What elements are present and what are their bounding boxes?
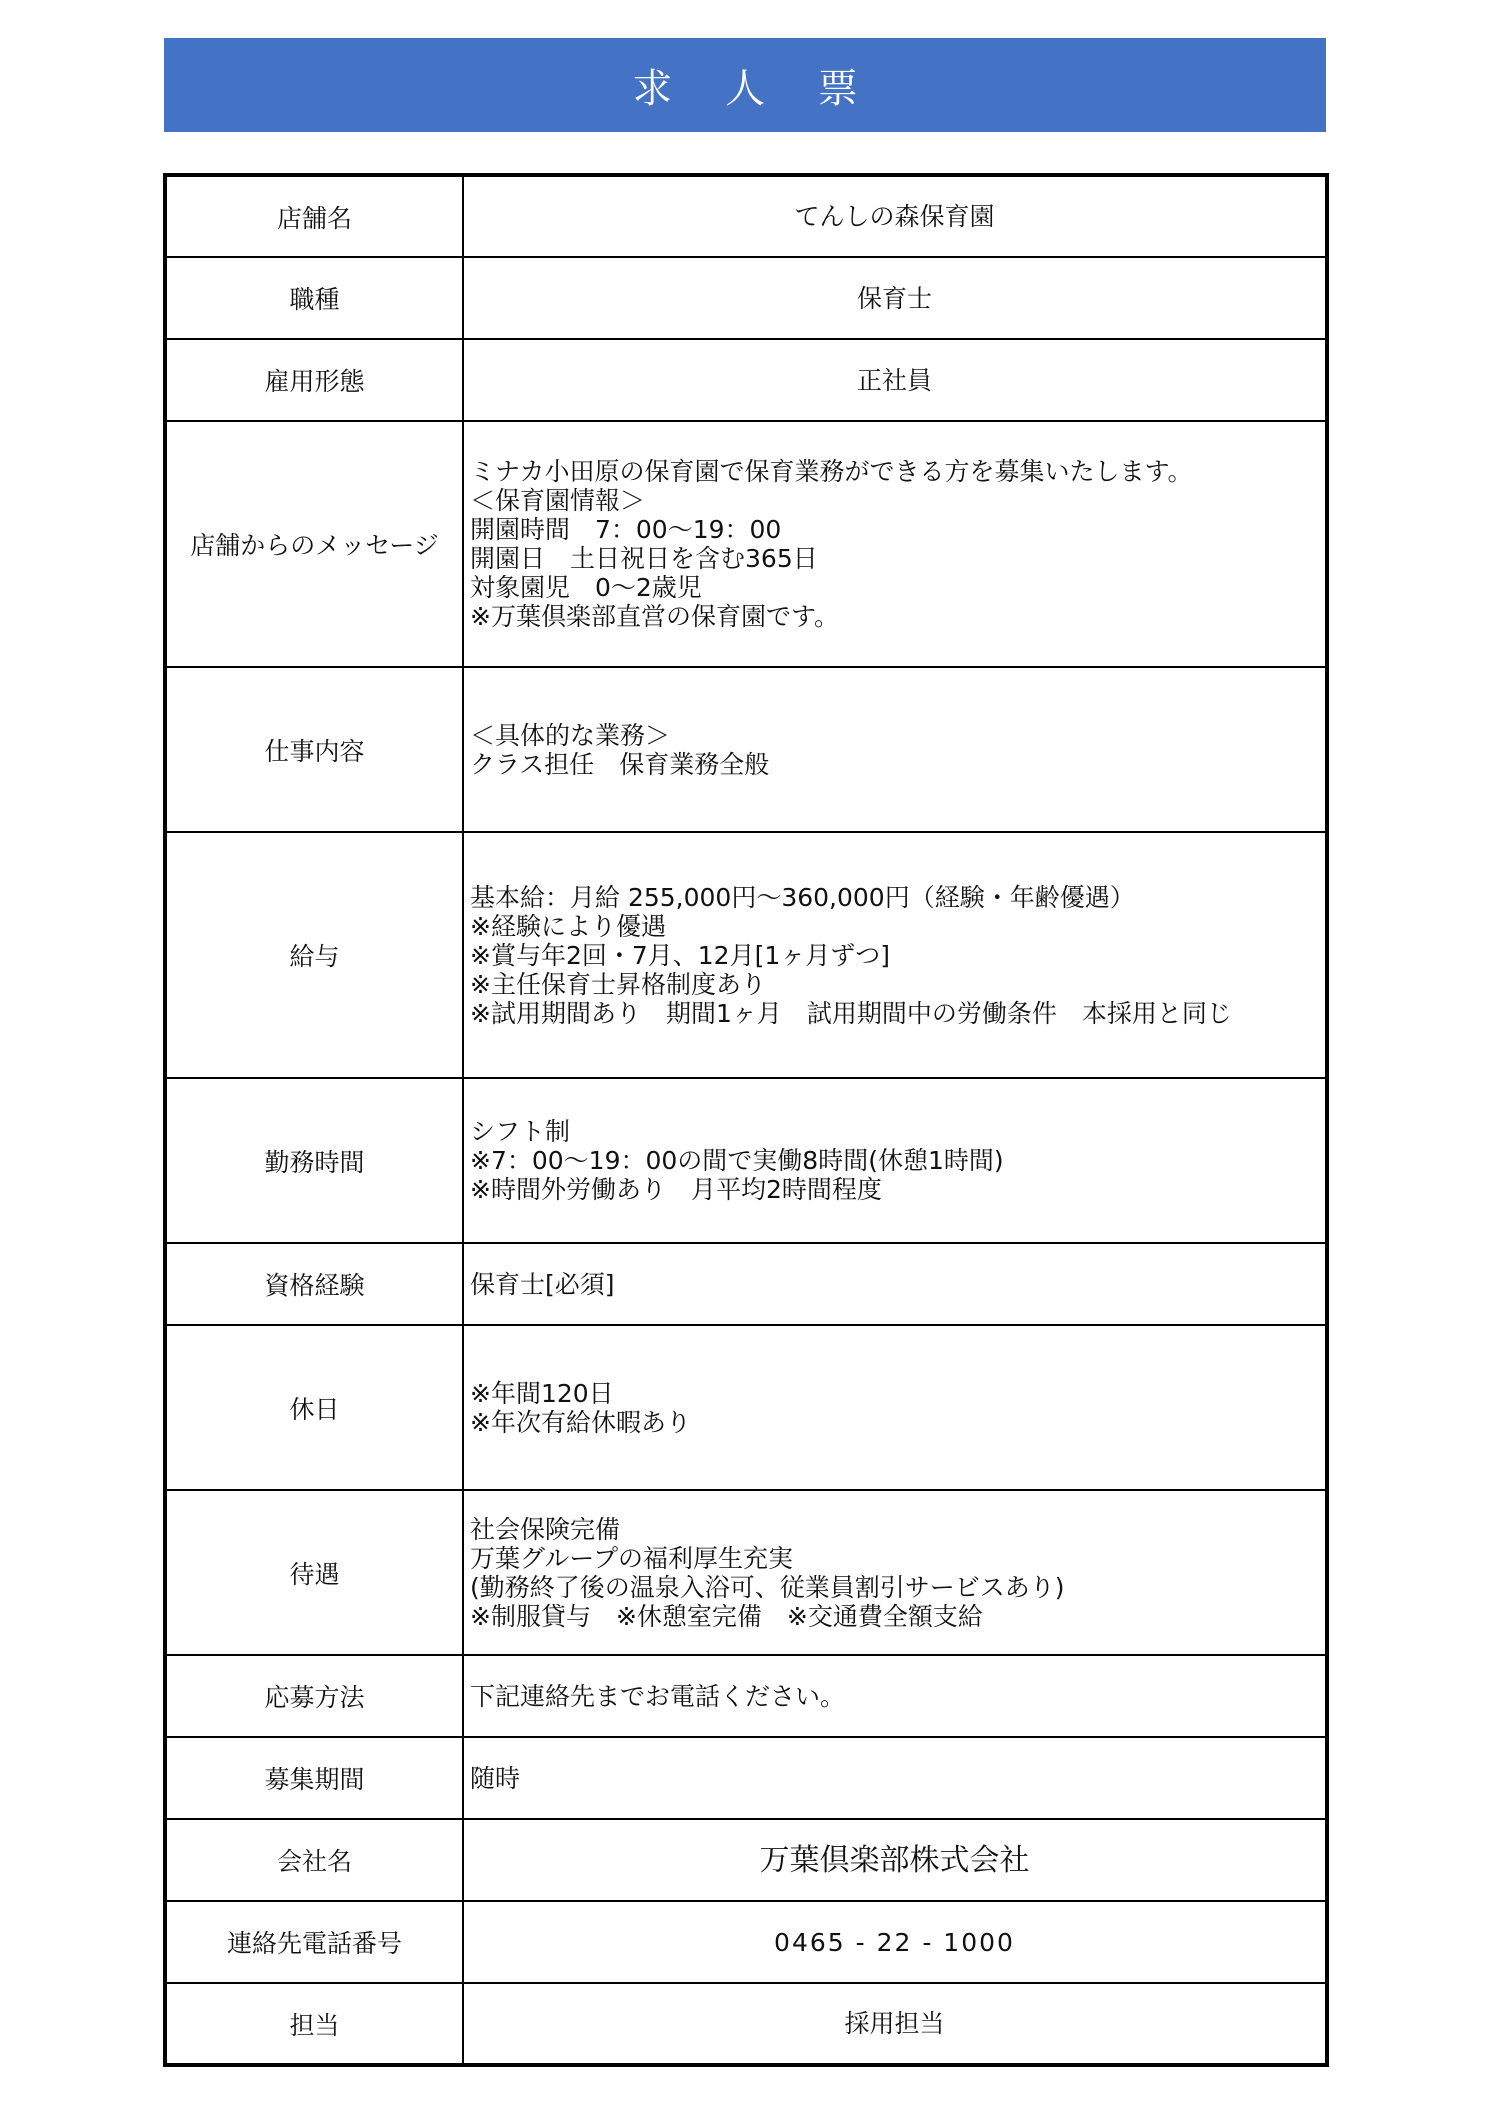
row-holidays: [165, 1325, 1327, 1490]
label-phone: 連絡先電話番号: [165, 1901, 463, 1983]
value-period: 随時: [463, 1737, 1327, 1819]
value-application: 下記連絡先までお電話ください。: [463, 1655, 1327, 1737]
value-working-hours: [463, 1078, 1327, 1243]
value-contact: 採用担当: [463, 1983, 1327, 2065]
title-bar: [164, 38, 1326, 132]
label-job-type: 職種: [165, 257, 463, 339]
label-benefits: 待遇: [165, 1490, 463, 1655]
value-benefits: [463, 1490, 1327, 1655]
message-line: 開園時間 7：00～19：00: [470, 515, 782, 544]
label-job-content: 仕事内容: [165, 667, 463, 832]
benefits-line: 社会保険完備: [470, 1514, 621, 1544]
value-company: 万葉倶楽部株式会社: [463, 1819, 1327, 1901]
value-employment-type: 正社員: [463, 339, 1327, 421]
working-hours-line: ※時間外労働あり 月平均2時間程度: [470, 1175, 882, 1204]
row-message: [165, 421, 1327, 667]
salary-line: ※主任保育士昇格制度あり: [470, 969, 766, 999]
label-period: 募集期間: [165, 1737, 463, 1819]
holidays-line: ※年間120日: [470, 1378, 614, 1408]
row-contact: [165, 1983, 1327, 2065]
value-job-type: 保育士: [463, 257, 1327, 339]
label-working-hours: 勤務時間: [165, 1078, 463, 1243]
value-phone: 0465 - 22 - 1000: [463, 1901, 1327, 1983]
value-salary: [463, 832, 1327, 1078]
job-content-line: ＜具体的な業務＞: [470, 720, 671, 750]
label-employment-type: 雇用形態: [165, 339, 463, 421]
row-working-hours: [165, 1078, 1327, 1243]
working-hours-line: ※7：00～19：00の間で実働8時間(休憩1時間): [470, 1146, 1004, 1175]
row-job-content: [165, 667, 1327, 832]
salary-line: 基本給：月給 255,000円～360,000円（経験・年齢優遇）: [470, 882, 1135, 912]
job-posting-table: [163, 173, 1329, 2067]
benefits-line: ※制服貸与 ※休憩室完備 ※交通費全額支給: [470, 1601, 983, 1631]
label-salary: 給与: [165, 832, 463, 1078]
value-qualification: 保育士[必須]: [463, 1243, 1327, 1325]
message-line: 開園日 土日祝日を含む365日: [470, 544, 818, 573]
salary-line: ※経験により優遇: [470, 911, 666, 941]
row-application: [165, 1655, 1327, 1737]
salary-line: ※試用期間あり 期間1ヶ月 試用期間中の労働条件 本採用と同じ: [470, 998, 1232, 1028]
salary-line: ※賞与年2回・7月、12月[1ヶ月ずつ]: [470, 940, 890, 970]
row-store-name: [165, 175, 1327, 257]
value-store-name: てんしの森保育園: [463, 175, 1327, 257]
row-qualification: [165, 1243, 1327, 1325]
row-company: [165, 1819, 1327, 1901]
row-benefits: [165, 1490, 1327, 1655]
row-period: [165, 1737, 1327, 1819]
label-store-name: 店舗名: [165, 175, 463, 257]
label-contact: 担当: [165, 1983, 463, 2065]
message-line: ※万葉倶楽部直営の保育園です。: [470, 602, 839, 631]
message-line: 対象園児 0～2歳児: [470, 573, 702, 602]
working-hours-line: シフト制: [470, 1117, 571, 1146]
benefits-line: 万葉グループの福利厚生充実: [470, 1543, 794, 1573]
job-content-line: クラス担任 保育業務全般: [470, 749, 770, 779]
holidays-line: ※年次有給休暇あり: [470, 1407, 691, 1437]
label-holidays: 休日: [165, 1325, 463, 1490]
label-qualification: 資格経験: [165, 1243, 463, 1325]
benefits-line: (勤務終了後の温泉入浴可、従業員割引サービスあり): [470, 1572, 1065, 1602]
label-application: 応募方法: [165, 1655, 463, 1737]
row-phone: [165, 1901, 1327, 1983]
row-job-type: [165, 257, 1327, 339]
row-employment-type: [165, 339, 1327, 421]
label-company: 会社名: [165, 1819, 463, 1901]
label-message: 店舗からのメッセージ: [165, 421, 463, 667]
page-title: 求 人 票: [632, 65, 878, 112]
message-line: ミナカ小田原の保育園で保育業務ができる方を募集いたします。: [470, 457, 1193, 486]
row-salary: [165, 832, 1327, 1078]
message-line: ＜保育園情報＞: [470, 486, 646, 515]
value-holidays: [463, 1325, 1327, 1490]
value-message: [463, 421, 1327, 667]
value-job-content: [463, 667, 1327, 832]
